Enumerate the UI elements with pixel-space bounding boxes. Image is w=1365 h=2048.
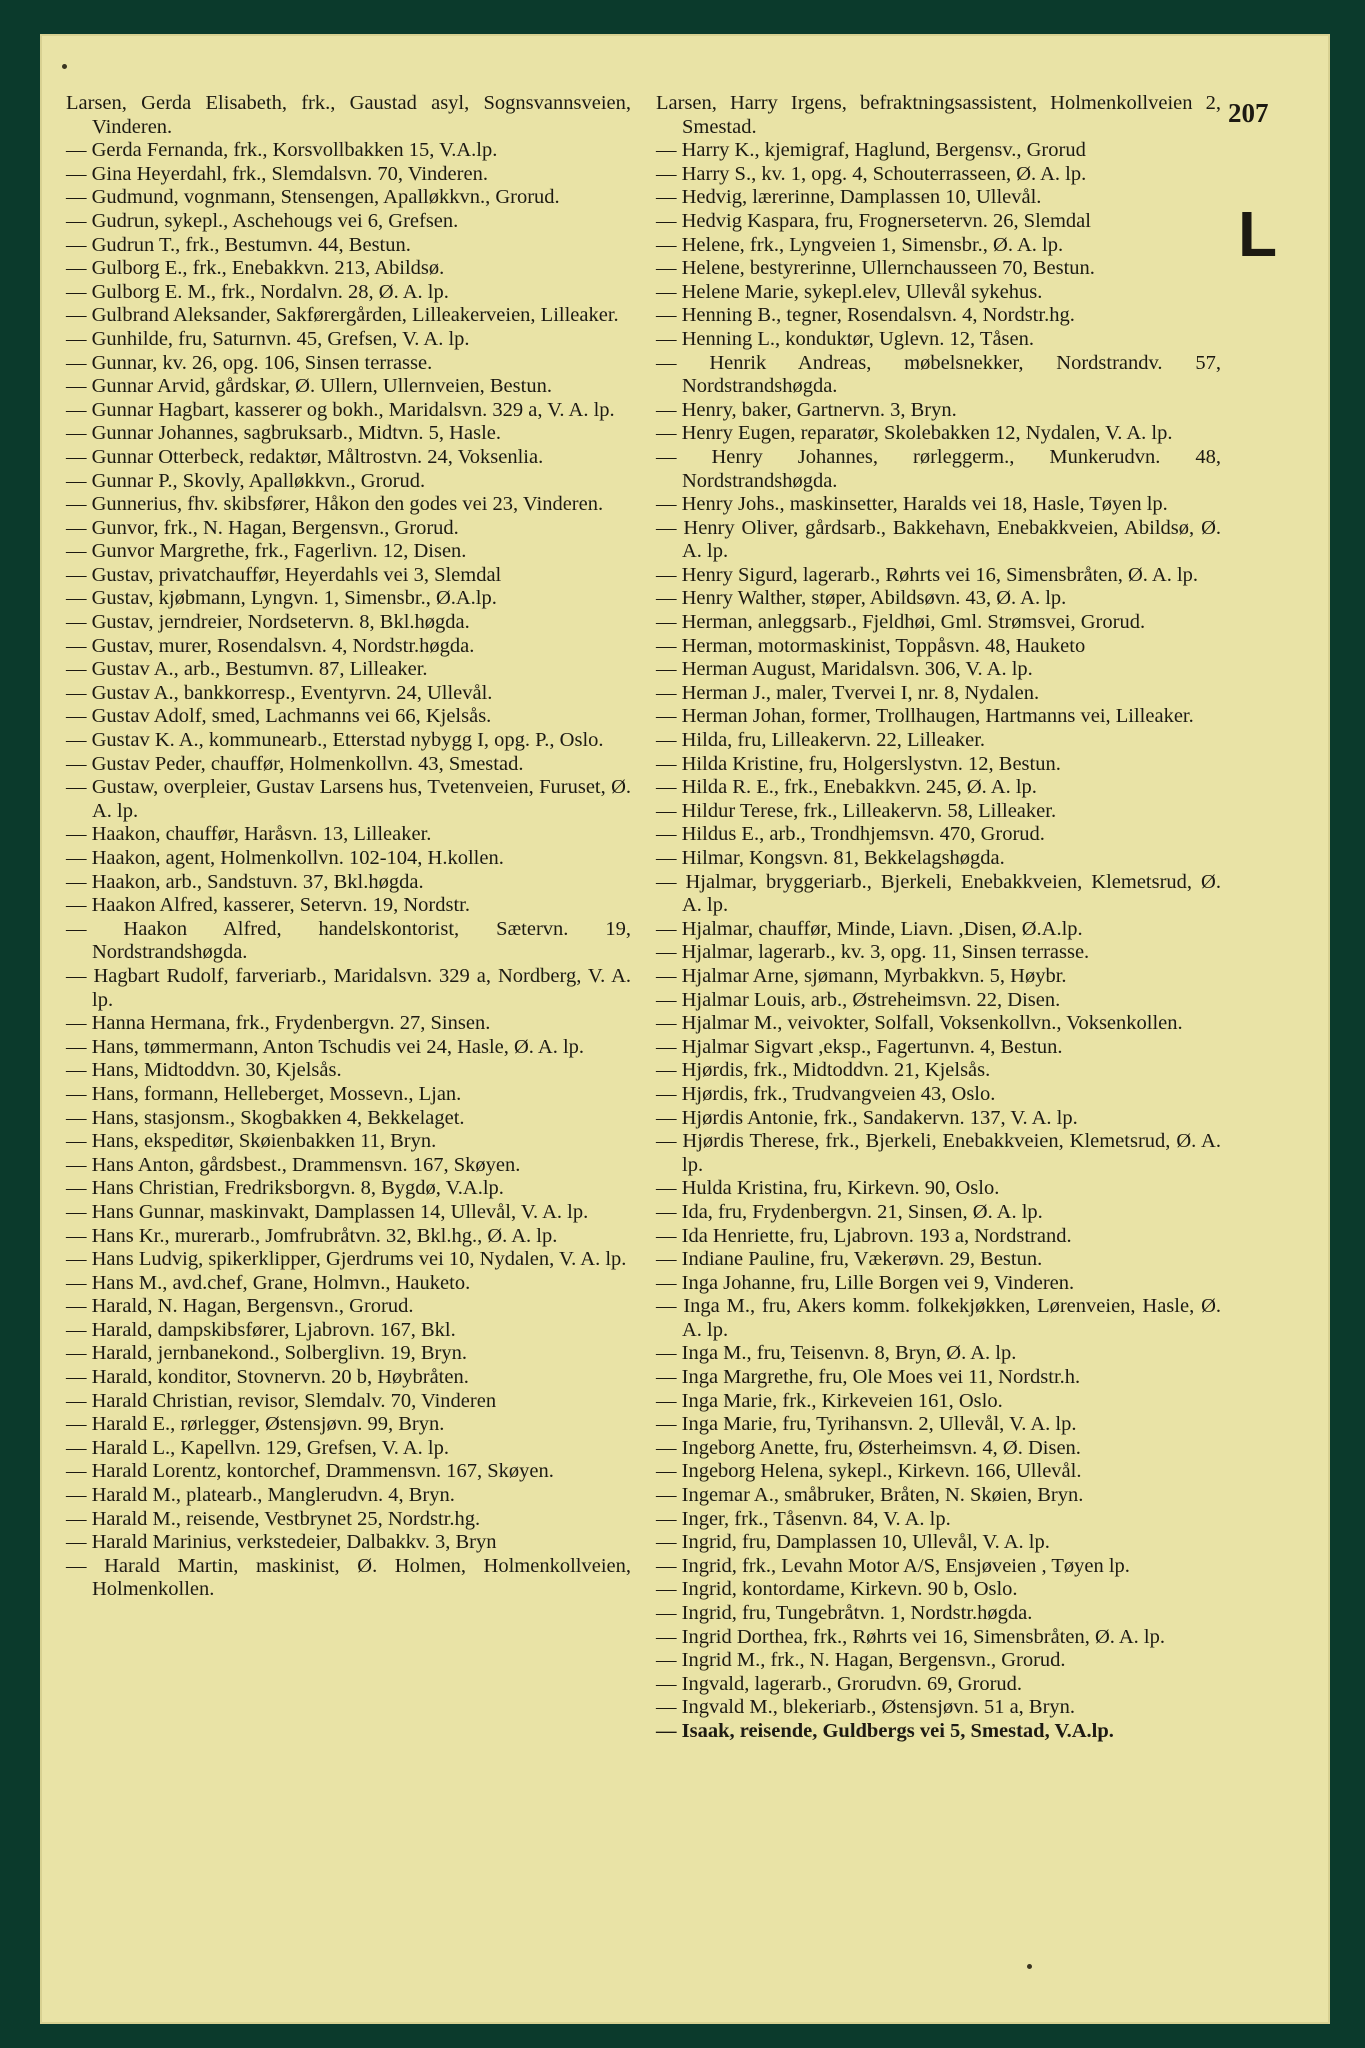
directory-entry: — Gustav A., arb., Bestumvn. 87, Lilleaker.	[66, 658, 428, 681]
directory-entry: — Hanna Hermana, frk., Frydenbergvn. 27, Sinsen.	[66, 1012, 491, 1035]
directory-entry: — Inga Marie, fru, Tyrihansvn. 2, Ullevål, V. A. lp.	[656, 1413, 1077, 1436]
directory-entry: — Inga Margrethe, fru, Ole Moes vei 11, Nordstr.h.	[656, 1366, 1081, 1389]
directory-entry: — Hjalmar Arne, sjømann, Myrbakkvn. 5, Høybr.	[656, 964, 1067, 987]
directory-entry: — Gudrun, sykepl., Aschehougs vei 6, Grefsen.	[66, 209, 459, 232]
directory-entry: — Hjalmar, bryggeriarb., Bjerkeli, Enebakkveien, Klemetsrud, Ø. A. lp.	[656, 870, 1221, 917]
directory-entry: — Haakon Alfred, kasserer, Setervn. 19, Nordstr.	[66, 894, 470, 917]
directory-entry: — Inger, frk., Tåsenvn. 84, V. A. lp.	[656, 1507, 951, 1530]
directory-entry: — Hjørdis Antonie, frk., Sandakervn. 137, V. A. lp.	[656, 1106, 1078, 1129]
directory-entry: — Henry, baker, Gartnervn. 3, Bryn.	[656, 398, 957, 421]
directory-entry: — Harry S., kv. 1, opg. 4, Schouterrasseen, Ø. A. lp.	[656, 162, 1087, 185]
directory-entry: — Harald M., reisende, Vestbrynet 25, Nordstr.hg.	[66, 1507, 481, 1530]
directory-entry: — Isaak, reisende, Guldbergs vei 5, Smestad, V.A.lp.	[656, 1719, 1114, 1742]
directory-entry: — Hjalmar, lagerarb., kv. 3, opg. 11, Sinsen terrasse.	[656, 941, 1090, 964]
directory-entry: — Inga Johanne, fru, Lille Borgen vei 9, Vinderen.	[656, 1271, 1075, 1294]
directory-entry: — Hjørdis Therese, frk., Bjerkeli, Enebakkveien, Klemetsrud, Ø. A. lp.	[656, 1130, 1221, 1176]
page-speck	[1027, 1964, 1032, 1969]
directory-entry: — Haakon, agent, Holmenkollvn. 102-104, H.kollen.	[66, 847, 504, 869]
directory-entry: — Haakon Alfred, handelskontorist, Sætervn. 19, Nordstrandshøgda.	[66, 917, 631, 964]
directory-entry: — Henry Walther, støper, Abildsøvn. 43, Ø. A. lp.	[656, 587, 1067, 610]
directory-entry: — Hjørdis, frk., Midtoddvn. 21, Kjelsås.	[656, 1059, 991, 1082]
directory-entry: — Ingeborg Helena, sykepl., Kirkevn. 166, Ullevål.	[656, 1460, 1082, 1483]
directory-entry: — Gunvor, frk., N. Hagan, Bergensvn., Grorud.	[66, 516, 459, 539]
directory-entry: — Gunnar Otterbeck, redaktør, Måltrostvn. 24, Voksenlia.	[66, 445, 544, 468]
directory-entry: — Henning L., konduktør, Uglevn. 12, Tåsen.	[656, 327, 1034, 350]
directory-entry: — Gunhilde, fru, Saturnvn. 45, Grefsen, V. A. lp.	[66, 327, 470, 350]
directory-entry: — Harald Martin, maskinist, Ø. Holmen, Holmenkollveien, Holmenkollen.	[66, 1554, 631, 1601]
directory-entry: — Gulborg E. M., frk., Nordalvn. 28, Ø. A. lp.	[66, 280, 449, 303]
directory-entry: — Hildus E., arb., Trondhjemsvn. 470, Grorud.	[656, 823, 1045, 846]
directory-entry: — Gulbrand Aleksander, Sakførergården, Lilleakerveien, Lilleaker.	[66, 304, 619, 327]
directory-entry: — Hagbart Rudolf, farveriarb., Maridalsvn. 329 a, Nordberg, V. A. lp.	[66, 964, 631, 1011]
directory-entry: — Henry Johannes, rørleggerm., Munkerudvn. 48, Nordstrandshøgda.	[656, 445, 1221, 492]
right-column	[656, 92, 1221, 1744]
directory-entry: — Hans Christian, Fredriksborgvn. 8, Bygdø, V.A.lp.	[66, 1177, 504, 1200]
directory-entry: — Hans Anton, gårdsbest., Drammensvn. 167, Skøyen.	[66, 1153, 521, 1176]
directory-entry: — Gudmund, vognmann, Stensengen, Apalløkkvn., Grorud.	[66, 186, 560, 209]
directory-entry: — Harald L., Kapellvn. 129, Grefsen, V. A. lp.	[66, 1436, 449, 1459]
directory-entry: — Herman, anleggsarb., Fjeldhøi, Gml. Strømsvei, Grorud.	[656, 611, 1146, 634]
directory-entry: — Ingemar A., småbruker, Bråten, N. Skøien, Bryn.	[656, 1484, 1084, 1507]
directory-entry: — Ingvald, lagerarb., Grorudvn. 69, Grorud.	[656, 1672, 1023, 1695]
directory-entry: — Helene Marie, sykepl.elev, Ullevål sykehus.	[656, 280, 1043, 303]
directory-entry: — Henry Sigurd, lagerarb., Røhrts vei 16, Simensbråten, Ø. A. lp.	[656, 563, 1199, 586]
directory-entry: — Helene, frk., Lyngveien 1, Simensbr., Ø. A. lp.	[656, 233, 1064, 256]
directory-entry: — Ingrid Dorthea, frk., Røhrts vei 16, Simensbråten, Ø. A. lp.	[656, 1625, 1166, 1648]
directory-entry: — Hjalmar Louis, arb., Østreheimsvn. 22, Disen.	[656, 988, 1061, 1011]
directory-page	[40, 34, 1330, 2024]
directory-entry: — Inga M., fru, Teisenvn. 8, Bryn, Ø. A. lp.	[656, 1342, 1017, 1365]
page-speck	[62, 64, 67, 69]
directory-entry: — Helene, bestyrerinne, Ullernchausseen 70, Bestun.	[656, 257, 1095, 280]
page-number: 207	[1228, 98, 1269, 128]
directory-entry: — Harry K., kjemigraf, Haglund, Bergensv., Grorud	[656, 139, 1086, 162]
directory-entry: — Gunnar Hagbart, kasserer og bokh., Maridalsvn. 329 a, V. A. lp.	[66, 398, 615, 421]
directory-entry: — Gustav, jerndreier, Nordsetervn. 8, Bkl.høgda.	[66, 611, 470, 634]
directory-entry: — Hilda Kristine, fru, Holgerslystvn. 12, Bestun.	[656, 752, 1061, 775]
directory-entry: — Hans, stasjonsm., Skogbakken 4, Bekkelaget.	[66, 1106, 465, 1129]
directory-entry: — Gustav, murer, Rosendalsvn. 4, Nordstr.høgda.	[66, 634, 475, 657]
directory-entry: — Gustav, privatchauffør, Heyerdahls vei 3, Slemdal	[66, 563, 502, 586]
directory-entry: — Hulda Kristina, fru, Kirkevn. 90, Oslo.	[656, 1177, 1000, 1200]
directory-entry: — Gustav Adolf, smed, Lachmanns vei 66, Kjelsås.	[66, 705, 492, 728]
directory-entry: — Henrik Andreas, møbelsnekker, Nordstrandv. 57, Nordstrandshøgda.	[656, 351, 1221, 398]
directory-entry: — Ida, fru, Frydenbergvn. 21, Sinsen, Ø. A. lp.	[656, 1200, 1043, 1223]
directory-entry: — Herman, motormaskinist, Toppåsvn. 48, Hauketo	[656, 634, 1086, 657]
directory-entry: — Hilda, fru, Lilleakervn. 22, Lilleaker.	[656, 729, 986, 752]
directory-entry: — Gunnar P., Skovly, Apalløkkvn., Grorud.	[66, 469, 426, 492]
directory-entry: — Hjalmar, chauffør, Minde, Liavn. ,Disen, Ø.A.lp.	[656, 917, 1083, 940]
directory-entry: — Hans M., avd.chef, Grane, Holmvn., Hauketo.	[66, 1271, 471, 1294]
directory-entry: — Inga M., fru, Akers komm. folkekjøkken, Lørenveien, Hasle, Ø. A. lp.	[656, 1295, 1221, 1341]
directory-entry: — Hilmar, Kongsvn. 81, Bekkelagshøgda.	[656, 847, 1005, 869]
directory-entry: — Ingrid, fru, Damplassen 10, Ullevål, V. A. lp.	[656, 1531, 1050, 1554]
directory-entry: — Ingrid, kontordame, Kirkevn. 90 b, Oslo.	[656, 1578, 1018, 1601]
directory-entry: — Hilda R. E., frk., Enebakkvn. 245, Ø. A. lp.	[656, 776, 1037, 799]
directory-entry: — Hjalmar Sigvart ,eksp., Fagertunvn. 4, Bestun.	[656, 1035, 1063, 1058]
directory-entry: — Herman Johan, former, Trollhaugen, Hartmanns vei, Lilleaker.	[656, 705, 1194, 728]
directory-entry: — Harald, N. Hagan, Bergensvn., Grorud.	[66, 1295, 414, 1318]
directory-entry: — Harald, dampskibsfører, Ljabrovn. 167, Bkl.	[66, 1318, 456, 1341]
directory-entry: — Harald M., platearb., Manglerudvn. 4, Bryn.	[66, 1484, 455, 1507]
directory-entry: — Ida Henriette, fru, Ljabrovn. 193 a, Nordstrand.	[656, 1224, 1072, 1247]
directory-entry: — Harald Lorentz, kontorchef, Drammensvn. 167, Skøyen.	[66, 1460, 554, 1483]
directory-entry: — Gina Heyerdahl, frk., Slemdalsvn. 70, Vinderen.	[66, 162, 488, 185]
directory-entry: — Harald Marinius, verkstedeier, Dalbakkv. 3, Bryn	[66, 1531, 497, 1554]
directory-entry: Larsen, Harry Irgens, befraktningsassistent, Holmenkollveien 2, Smestad.	[656, 92, 1221, 138]
left-column	[66, 92, 631, 1602]
directory-entry: — Hjørdis, frk., Trudvangveien 43, Oslo.	[656, 1082, 996, 1105]
directory-entry: — Harald, konditor, Stovnervn. 20 b, Høybråten.	[66, 1366, 469, 1389]
directory-entry: — Henry Eugen, reparatør, Skolebakken 12, Nydalen, V. A. lp.	[656, 422, 1173, 445]
directory-entry: — Gunnar Arvid, gårdskar, Ø. Ullern, Ullernveien, Bestun.	[66, 375, 552, 398]
directory-entry: — Harald Christian, revisor, Slemdalv. 70, Vinderen	[66, 1389, 497, 1412]
directory-entry: — Gunnar, kv. 26, opg. 106, Sinsen terrasse.	[66, 351, 433, 374]
directory-entry: — Hans, formann, Helleberget, Mossevn., Ljan.	[66, 1082, 462, 1105]
directory-entry: — Ingvald M., blekeriarb., Østensjøvn. 51 a, Bryn.	[656, 1696, 1076, 1719]
directory-entry: — Indiane Pauline, fru, Vækerøvn. 29, Bestun.	[656, 1248, 1043, 1271]
directory-entry: — Ingeborg Anette, fru, Østerheimsvn. 4, Ø. Disen.	[656, 1436, 1081, 1459]
directory-entry: — Henry Johs., maskinsetter, Haralds vei 18, Hasle, Tøyen lp.	[656, 493, 1168, 516]
directory-entry: — Hans Ludvig, spikerklipper, Gjerdrums vei 10, Nydalen, V. A. lp.	[66, 1248, 627, 1271]
directory-entry: — Gunvor Margrethe, frk., Fagerlivn. 12, Disen.	[66, 540, 467, 563]
directory-entry: — Hans Gunnar, maskinvakt, Damplassen 14, Ullevål, V. A. lp.	[66, 1200, 589, 1223]
directory-entry: — Gustaw, overpleier, Gustav Larsens hus, Tvetenveien, Furuset, Ø. A. lp.	[66, 776, 631, 822]
directory-entry: — Gustav K. A., kommunearb., Etterstad nybygg I, opg. P., Oslo.	[66, 729, 604, 752]
directory-entry: — Gerda Fernanda, frk., Korsvollbakken 15, V.A.lp.	[66, 139, 498, 162]
directory-entry: — Herman J., maler, Tvervei I, nr. 8, Nydalen.	[656, 681, 1040, 704]
directory-entry: — Hans, tømmermann, Anton Tschudis vei 24, Hasle, Ø. A. lp.	[66, 1035, 585, 1058]
section-letter: L	[1238, 198, 1278, 270]
directory-entry: — Hildur Terese, frk., Lilleakervn. 58, Lilleaker.	[656, 799, 1057, 822]
directory-entry: — Henning B., tegner, Rosendalsvn. 4, Nordstr.hg.	[656, 304, 1075, 327]
directory-entry: — Hans, Midtoddvn. 30, Kjelsås.	[66, 1059, 342, 1082]
directory-entry: — Haakon, chauffør, Haråsvn. 13, Lilleaker.	[66, 823, 432, 846]
directory-entry: — Inga Marie, frk., Kirkeveien 161, Oslo.	[656, 1389, 1003, 1412]
directory-entry: — Hjalmar M., veivokter, Solfall, Voksenkollvn., Voksenkollen.	[656, 1012, 1183, 1035]
directory-entry: — Harald E., rørlegger, Østensjøvn. 99, Bryn.	[66, 1413, 445, 1436]
directory-entry: — Ingrid, fru, Tungebråtvn. 1, Nordstr.høgda.	[656, 1602, 1033, 1624]
directory-entry: — Gustav, kjøbmann, Lyngvn. 1, Simensbr., Ø.A.lp.	[66, 587, 497, 610]
directory-entry: — Gunnar Johannes, sagbruksarb., Midtvn. 5, Hasle.	[66, 422, 501, 445]
directory-entry: — Hedvig, lærerinne, Damplassen 10, Ullevål.	[656, 186, 1042, 209]
directory-entry: — Gustav A., bankkorresp., Eventyrvn. 24, Ullevål.	[66, 681, 493, 704]
directory-entry: — Herman August, Maridalsvn. 306, V. A. lp.	[656, 658, 1033, 681]
directory-entry: — Ingrid M., frk., N. Hagan, Bergensvn., Grorud.	[656, 1649, 1066, 1672]
directory-entry: — Gudrun T., frk., Bestumvn. 44, Bestun.	[66, 233, 411, 256]
directory-entry: — Ingrid, frk., Levahn Motor A/S, Ensjøveien , Tøyen lp.	[656, 1554, 1130, 1577]
directory-entry: Larsen, Gerda Elisabeth, frk., Gaustad asyl, Sognsvannsveien, Vinderen.	[66, 92, 631, 138]
directory-entry: — Hans Kr., murerarb., Jomfrubråtvn. 32, Bkl.hg., Ø. A. lp.	[66, 1224, 558, 1247]
directory-entry: — Henry Oliver, gårdsarb., Bakkehavn, Enebakkveien, Abildsø, Ø. A. lp.	[656, 516, 1221, 563]
directory-entry: — Hedvig Kaspara, fru, Frognersetervn. 26, Slemdal	[656, 209, 1091, 232]
directory-entry: — Gunnerius, fhv. skibsfører, Håkon den godes vei 23, Vinderen.	[66, 493, 604, 516]
directory-entry: — Gulborg E., frk., Enebakkvn. 213, Abildsø.	[66, 257, 445, 280]
directory-entry: — Gustav Peder, chauffør, Holmenkollvn. 43, Smestad.	[66, 752, 524, 775]
directory-entry: — Harald, jernbanekond., Solberglivn. 19, Bryn.	[66, 1342, 468, 1365]
directory-entry: — Haakon, arb., Sandstuvn. 37, Bkl.høgda.	[66, 870, 424, 893]
directory-entry: — Hans, ekspeditør, Skøienbakken 11, Bryn.	[66, 1130, 437, 1153]
